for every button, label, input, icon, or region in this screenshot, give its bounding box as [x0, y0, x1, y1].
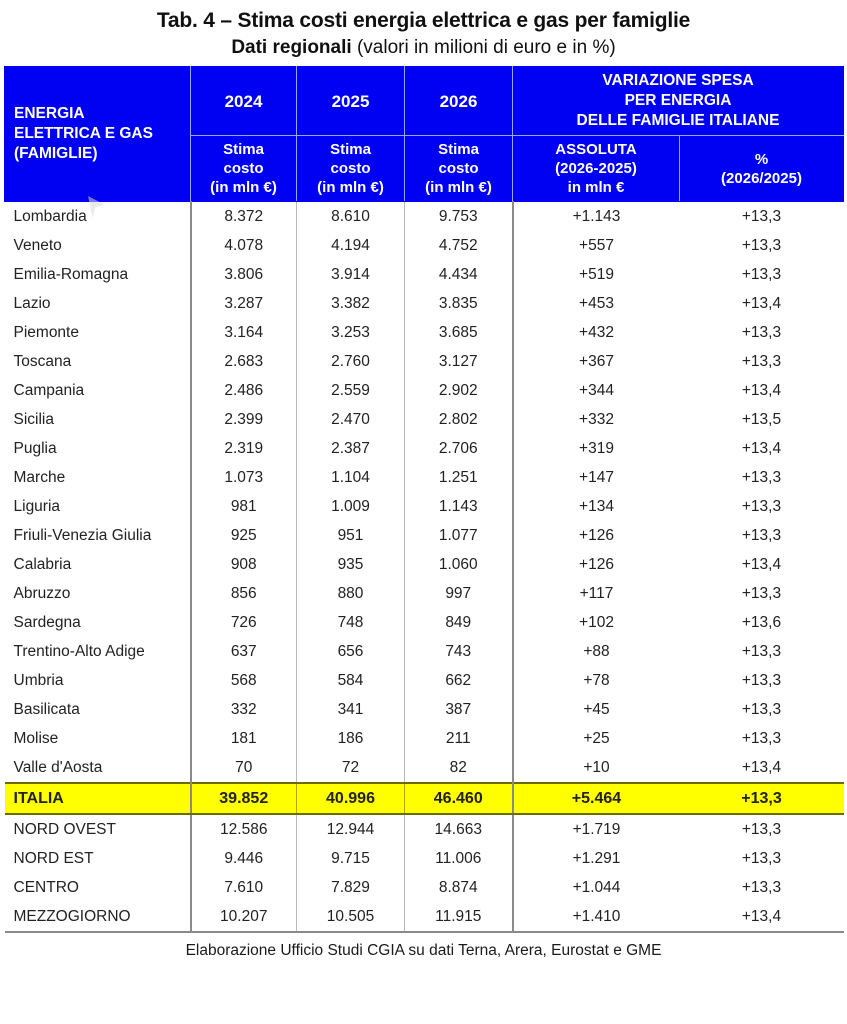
header-variation-line2: PER ENERGIA	[624, 92, 732, 109]
cell-absolute: +88	[513, 637, 680, 666]
cell-region: Veneto	[5, 231, 191, 260]
cell-2024: 12.586	[191, 814, 297, 844]
header-sub-2025-line2: costo	[330, 160, 371, 177]
cell-region: Sicilia	[5, 405, 191, 434]
cell-2024: 568	[191, 666, 297, 695]
cell-percent: +13,3	[680, 231, 844, 260]
cell-2024: 981	[191, 492, 297, 521]
source-note: Elaborazione Ufficio Studi CGIA su dati Terna, Arera, Eurostat e GME	[185, 942, 662, 959]
header-region	[5, 67, 191, 202]
cell-percent: +13,5	[680, 405, 844, 434]
cell-2026: 211	[405, 724, 513, 753]
cell-region: Basilicata	[5, 695, 191, 724]
cell-absolute: +10	[513, 753, 680, 783]
cell-2026: 2.902	[405, 376, 513, 405]
cell-2024: 2.683	[191, 347, 297, 376]
header-sub-percent-line1: %	[754, 150, 769, 168]
cell-2026: 9.753	[405, 202, 513, 232]
cell-2026: 11.006	[405, 844, 513, 873]
cell-2026: 743	[405, 637, 513, 666]
table-row	[5, 202, 844, 232]
cell-region: Molise	[5, 724, 191, 753]
cell-region: Trentino-Alto Adige	[5, 637, 191, 666]
cell-2024: 3.164	[191, 318, 297, 347]
cell-2024: 70	[191, 753, 297, 783]
cell-absolute: +1.291	[513, 844, 680, 873]
header-sub-2024-line2: costo	[223, 160, 264, 177]
cell-region: Friuli-Venezia Giulia	[5, 521, 191, 550]
subtitle-light: (valori in milioni di euro e in %)	[351, 37, 616, 58]
table-row	[5, 260, 844, 289]
cell-2025: 186	[297, 724, 405, 753]
cell-2025: 10.505	[297, 902, 405, 932]
cell-2024: 39.852	[191, 783, 297, 814]
header-variation-group	[513, 67, 844, 136]
cell-absolute: +5.464	[513, 783, 680, 814]
cell-percent: +13,4	[680, 550, 844, 579]
cell-2024: 2.399	[191, 405, 297, 434]
cell-percent: +13,3	[680, 347, 844, 376]
cell-2025: 748	[297, 608, 405, 637]
cell-percent: +13,3	[680, 783, 844, 814]
title-block	[0, 0, 847, 60]
cell-2024: 908	[191, 550, 297, 579]
cell-2025: 3.253	[297, 318, 405, 347]
cell-2025: 1.104	[297, 463, 405, 492]
cell-region: Emilia-Romagna	[5, 260, 191, 289]
cell-2025: 2.387	[297, 434, 405, 463]
cell-percent: +13,3	[680, 695, 844, 724]
cell-absolute: +367	[513, 347, 680, 376]
cell-2025: 951	[297, 521, 405, 550]
cell-2026: 387	[405, 695, 513, 724]
cell-2025: 1.009	[297, 492, 405, 521]
cell-2025: 3.382	[297, 289, 405, 318]
cell-absolute: +1.143	[513, 202, 680, 232]
cell-2026: 662	[405, 666, 513, 695]
cell-percent: +13,3	[680, 844, 844, 873]
header-sub-2026-line1: Stima	[438, 141, 479, 158]
table-row	[5, 695, 844, 724]
page-subtitle	[0, 35, 847, 60]
header-sub-2026-line3: (in mln €)	[425, 179, 492, 196]
table-row-macro	[5, 844, 844, 873]
table-row	[5, 550, 844, 579]
table-body	[5, 202, 844, 933]
header-year-2026: 2026	[405, 67, 513, 136]
cell-absolute: +453	[513, 289, 680, 318]
cell-percent: +13,3	[680, 318, 844, 347]
cell-region: Marche	[5, 463, 191, 492]
table-row-total	[5, 783, 844, 814]
cell-2024: 7.610	[191, 873, 297, 902]
table-row	[5, 463, 844, 492]
table-row	[5, 347, 844, 376]
cell-absolute: +432	[513, 318, 680, 347]
cell-2025: 9.715	[297, 844, 405, 873]
cell-region: Valle d'Aosta	[5, 753, 191, 783]
cell-2025: 935	[297, 550, 405, 579]
cell-2024: 726	[191, 608, 297, 637]
cell-percent: +13,3	[680, 666, 844, 695]
header-sub-percent	[680, 136, 844, 202]
cell-absolute: +344	[513, 376, 680, 405]
cell-percent: +13,3	[680, 579, 844, 608]
cell-2026: 849	[405, 608, 513, 637]
cell-2025: 2.559	[297, 376, 405, 405]
cell-region: ITALIA	[5, 783, 191, 814]
cell-region: Lazio	[5, 289, 191, 318]
header-variation-line3: DELLE FAMIGLIE ITALIANE	[576, 112, 780, 129]
header-region-line3: (FAMIGLIE)	[14, 145, 98, 162]
cell-2024: 637	[191, 637, 297, 666]
header-sub-assoluta-line2: (2026-2025)	[555, 160, 637, 177]
header-sub-assoluta-line1: ASSOLUTA	[555, 141, 637, 158]
cell-2025: 656	[297, 637, 405, 666]
cell-2026: 14.663	[405, 814, 513, 844]
cell-absolute: +25	[513, 724, 680, 753]
cell-region: Umbria	[5, 666, 191, 695]
cell-2025: 3.914	[297, 260, 405, 289]
cell-2024: 3.287	[191, 289, 297, 318]
cell-region: Piemonte	[5, 318, 191, 347]
cell-region: Puglia	[5, 434, 191, 463]
cell-absolute: +1.719	[513, 814, 680, 844]
cell-percent: +13,6	[680, 608, 844, 637]
header-region-line2: ELETTRICA E GAS	[14, 125, 153, 142]
cell-2025: 341	[297, 695, 405, 724]
header-year-2025: 2025	[297, 67, 405, 136]
header-sub-assoluta-line3: in mln €	[567, 179, 625, 196]
cell-absolute: +1.044	[513, 873, 680, 902]
table-row	[5, 666, 844, 695]
cell-absolute: +1.410	[513, 902, 680, 932]
cell-2026: 997	[405, 579, 513, 608]
header-sub-2025-line1: Stima	[330, 141, 371, 158]
cell-2026: 46.460	[405, 783, 513, 814]
table-row-macro	[5, 873, 844, 902]
header-sub-assoluta	[513, 136, 680, 202]
cell-percent: +13,3	[680, 260, 844, 289]
subtitle-strong: Dati regionali	[231, 37, 352, 58]
table-row	[5, 724, 844, 753]
cell-region: NORD EST	[5, 844, 191, 873]
cell-absolute: +117	[513, 579, 680, 608]
cell-percent: +13,3	[680, 873, 844, 902]
cell-2024: 925	[191, 521, 297, 550]
cell-2024: 4.078	[191, 231, 297, 260]
cell-region: Toscana	[5, 347, 191, 376]
cell-2024: 2.319	[191, 434, 297, 463]
header-sub-2024-line1: Stima	[223, 141, 264, 158]
cell-2026: 3.127	[405, 347, 513, 376]
table-row	[5, 318, 844, 347]
header-sub-percent-line2: (2026/2025)	[721, 169, 802, 187]
table-container	[0, 66, 847, 933]
cell-percent: +13,4	[680, 289, 844, 318]
cell-region: NORD OVEST	[5, 814, 191, 844]
cell-region: Calabria	[5, 550, 191, 579]
cell-2024: 332	[191, 695, 297, 724]
cell-2024: 9.446	[191, 844, 297, 873]
cell-region: MEZZOGIORNO	[5, 902, 191, 932]
cell-absolute: +557	[513, 231, 680, 260]
table-row	[5, 608, 844, 637]
header-sub-2025	[297, 136, 405, 202]
header-sub-2026-line2: costo	[438, 160, 479, 177]
cell-absolute: +45	[513, 695, 680, 724]
cell-2026: 82	[405, 753, 513, 783]
cell-region: CENTRO	[5, 873, 191, 902]
cell-region: Campania	[5, 376, 191, 405]
cell-2024: 2.486	[191, 376, 297, 405]
cell-2026: 4.752	[405, 231, 513, 260]
header-sub-2025-line3: (in mln €)	[317, 179, 384, 196]
cell-2026: 2.802	[405, 405, 513, 434]
energy-cost-table	[4, 66, 844, 933]
cell-percent: +13,4	[680, 902, 844, 932]
cell-2026: 3.685	[405, 318, 513, 347]
cell-2025: 72	[297, 753, 405, 783]
cell-absolute: +332	[513, 405, 680, 434]
cell-2026: 1.077	[405, 521, 513, 550]
cell-percent: +13,3	[680, 521, 844, 550]
cell-percent: +13,3	[680, 202, 844, 232]
cell-2026: 1.143	[405, 492, 513, 521]
cell-2024: 3.806	[191, 260, 297, 289]
header-sub-2024-line3: (in mln €)	[210, 179, 277, 196]
cell-percent: +13,3	[680, 724, 844, 753]
cell-2024: 10.207	[191, 902, 297, 932]
table-row-macro	[5, 814, 844, 844]
cell-region: Liguria	[5, 492, 191, 521]
cell-2025: 2.470	[297, 405, 405, 434]
cell-percent: +13,3	[680, 637, 844, 666]
table-row	[5, 492, 844, 521]
table-header	[5, 67, 844, 202]
header-row-top	[5, 67, 844, 136]
table-row	[5, 376, 844, 405]
cell-2025: 8.610	[297, 202, 405, 232]
cell-absolute: +126	[513, 521, 680, 550]
header-sub-2024	[191, 136, 297, 202]
cell-percent: +13,4	[680, 434, 844, 463]
cell-2025: 880	[297, 579, 405, 608]
cell-2026: 1.251	[405, 463, 513, 492]
cell-percent: +13,3	[680, 492, 844, 521]
cell-2024: 856	[191, 579, 297, 608]
cell-absolute: +319	[513, 434, 680, 463]
cell-2025: 12.944	[297, 814, 405, 844]
table-row	[5, 434, 844, 463]
cell-2024: 1.073	[191, 463, 297, 492]
cell-absolute: +519	[513, 260, 680, 289]
cell-region: Abruzzo	[5, 579, 191, 608]
cell-absolute: +147	[513, 463, 680, 492]
cell-2025: 2.760	[297, 347, 405, 376]
cell-2026: 11.915	[405, 902, 513, 932]
cell-2025: 40.996	[297, 783, 405, 814]
table-row-macro	[5, 902, 844, 932]
header-year-2024: 2024	[191, 67, 297, 136]
cell-2025: 4.194	[297, 231, 405, 260]
cell-percent: +13,3	[680, 814, 844, 844]
cell-absolute: +134	[513, 492, 680, 521]
page-title: Tab. 4 – Stima costi energia elettrica e gas per famiglie	[156, 9, 691, 32]
cell-region: Sardegna	[5, 608, 191, 637]
cell-2026: 2.706	[405, 434, 513, 463]
cell-percent: +13,4	[680, 753, 844, 783]
cell-region: Lombardia	[5, 202, 191, 232]
cell-2026: 8.874	[405, 873, 513, 902]
table-row	[5, 579, 844, 608]
cell-percent: +13,4	[680, 376, 844, 405]
header-sub-2026	[405, 136, 513, 202]
header-variation-line1: VARIAZIONE SPESA	[602, 72, 754, 89]
cell-absolute: +126	[513, 550, 680, 579]
cell-2026: 4.434	[405, 260, 513, 289]
cell-2026: 1.060	[405, 550, 513, 579]
table-row	[5, 289, 844, 318]
cell-absolute: +78	[513, 666, 680, 695]
cell-percent: +13,3	[680, 463, 844, 492]
cell-2025: 7.829	[297, 873, 405, 902]
table-row	[5, 231, 844, 260]
table-row	[5, 405, 844, 434]
cell-2024: 8.372	[191, 202, 297, 232]
cell-2024: 181	[191, 724, 297, 753]
cell-2025: 584	[297, 666, 405, 695]
table-row	[5, 753, 844, 783]
cell-absolute: +102	[513, 608, 680, 637]
table-row	[5, 521, 844, 550]
cell-2026: 3.835	[405, 289, 513, 318]
table-row	[5, 637, 844, 666]
header-region-line1: ENERGIA	[14, 105, 85, 122]
